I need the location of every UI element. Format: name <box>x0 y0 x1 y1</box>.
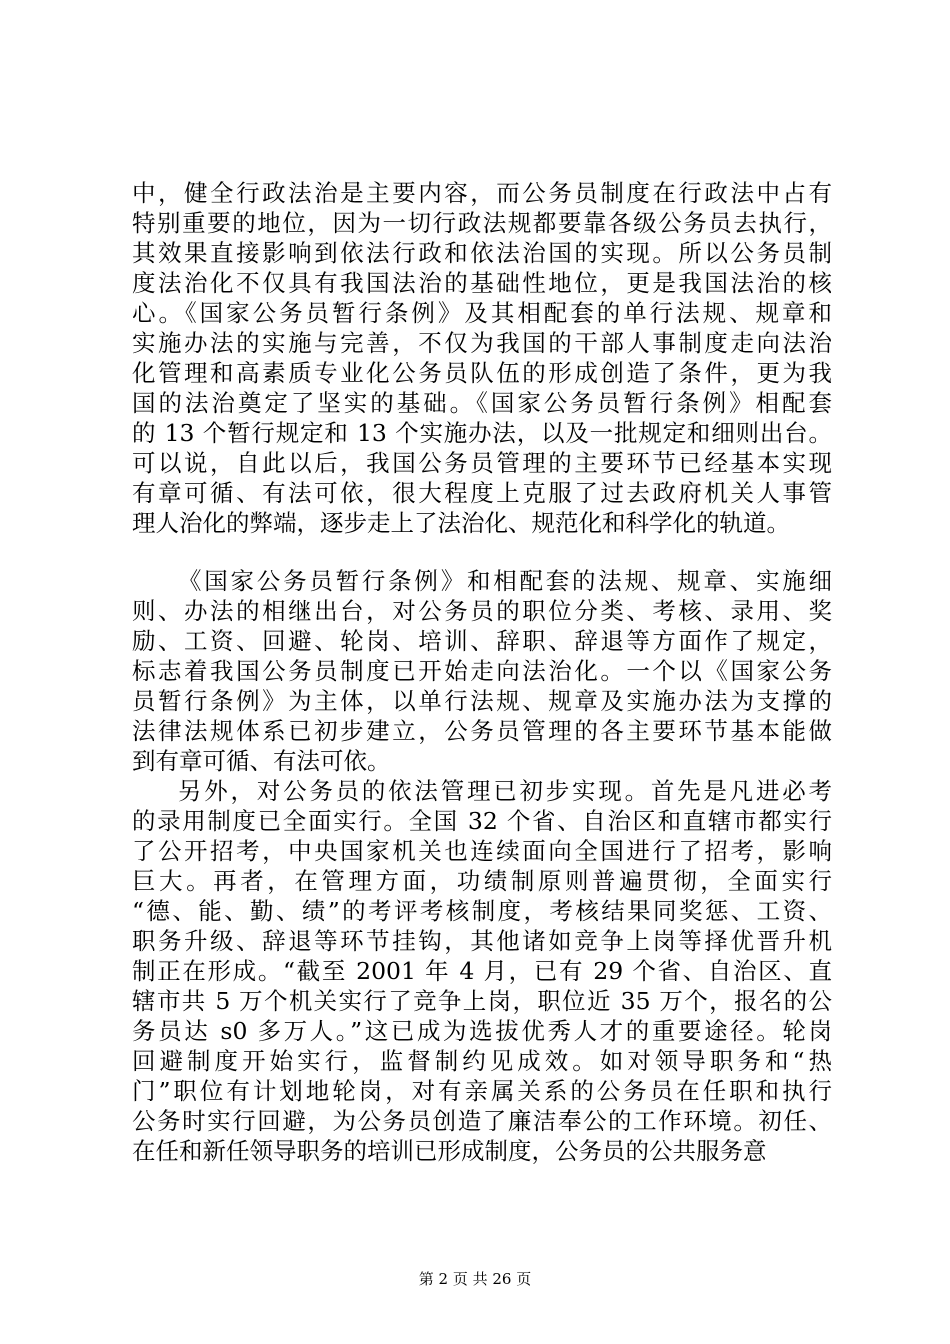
paragraph-2 <box>132 566 832 776</box>
text-line: 中，健全行政法治是主要内容，而公务员制度在行政法中占有 <box>132 179 832 207</box>
text-line: 特别重要的地位，因为一切行政法规都要靠各级公务员去执行， <box>132 209 832 237</box>
page-footer: 第 2 页 共 26 页 <box>418 1270 532 1288</box>
paragraph-1 <box>132 178 832 538</box>
text-line: 在任和新任领导职务的培训已形成制度，公务员的公共服务意 <box>132 1137 767 1165</box>
text-line: “德、能、勤、绩”的考评考核制度，考核结果同奖惩、工资、 <box>132 897 832 925</box>
text-line: 可以说，自此以后，我国公务员管理的主要环节已经基本实现 <box>132 449 832 477</box>
text-line: 则、办法的相继出台，对公务员的职位分类、考核、录用、奖 <box>132 597 832 625</box>
text-line: 门”职位有计划地轮岗，对有亲属关系的公务员在任职和执行 <box>132 1077 832 1105</box>
text-line: 了公开招考，中央国家机关也连续面向全国进行了招考，影响 <box>132 837 832 865</box>
text-line: 回避制度开始实行，监督制约见成效。如对领导职务和“热 <box>132 1047 832 1075</box>
text-line: 辖市共 5 万个机关实行了竞争上岗，职位近 35 万个，报名的公 <box>132 987 832 1015</box>
text-line: 的录用制度已全面实行。全国 32 个省、自治区和直辖市都实行 <box>132 807 832 835</box>
text-line: 其效果直接影响到依法行政和依法治国的实现。所以公务员制 <box>132 239 832 267</box>
text-line: 化管理和高素质专业化公务员队伍的形成创造了条件，更为我 <box>132 359 832 387</box>
text-line: 的 13 个暂行规定和 13 个实施办法，以及一批规定和细则出台。 <box>132 419 832 447</box>
text-line: 职务升级、辞退等环节挂钩，其他诸如竞争上岗等择优晋升机 <box>132 927 832 955</box>
paragraph-group-2 <box>132 566 832 1166</box>
text-line: 巨大。再者，在管理方面，功绩制原则普遍贯彻，全面实行 <box>132 867 832 895</box>
text-line: 励、工资、回避、轮岗、培训、辞职、辞退等方面作了规定， <box>132 627 832 655</box>
text-line: 到有章可循、有法可依。 <box>132 747 391 775</box>
text-line: 员暂行条例》为主体，以单行法规、规章及实施办法为支撑的 <box>132 687 832 715</box>
text-line: 法律法规体系已初步建立，公务员管理的各主要环节基本能做 <box>132 717 832 745</box>
text-line: 国的法治奠定了坚实的基础。《国家公务员暂行条例》相配套 <box>132 389 832 417</box>
paragraph-3 <box>132 776 832 1166</box>
text-line: 务员达 s0 多万人。”这已成为选拔优秀人才的重要途径。轮岗 <box>132 1017 832 1045</box>
text-line: 《国家公务员暂行条例》和相配套的法规、规章、实施细 <box>178 567 832 595</box>
text-line: 另外，对公务员的依法管理已初步实现。首先是凡进必考 <box>178 777 832 805</box>
text-line: 标志着我国公务员制度已开始走向法治化。一个以《国家公务 <box>132 657 832 685</box>
text-line: 理人治化的弊端，逐步走上了法治化、规范化和科学化的轨道。 <box>132 509 790 537</box>
text-line: 公务时实行回避，为公务员创造了廉洁奉公的工作环境。初任、 <box>132 1107 832 1135</box>
text-line: 实施办法的实施与完善，不仅为我国的干部人事制度走向法治 <box>132 329 832 357</box>
text-line: 制正在形成。“截至 2001 年 4 月，已有 29 个省、自治区、直 <box>132 957 832 985</box>
text-line: 有章可循、有法可依，很大程度上克服了过去政府机关人事管 <box>132 479 832 507</box>
text-line: 心。《国家公务员暂行条例》及其相配套的单行法规、规章和 <box>132 299 832 327</box>
text-line: 度法治化不仅具有我国法治的基础性地位，更是我国法治的核 <box>132 269 832 297</box>
